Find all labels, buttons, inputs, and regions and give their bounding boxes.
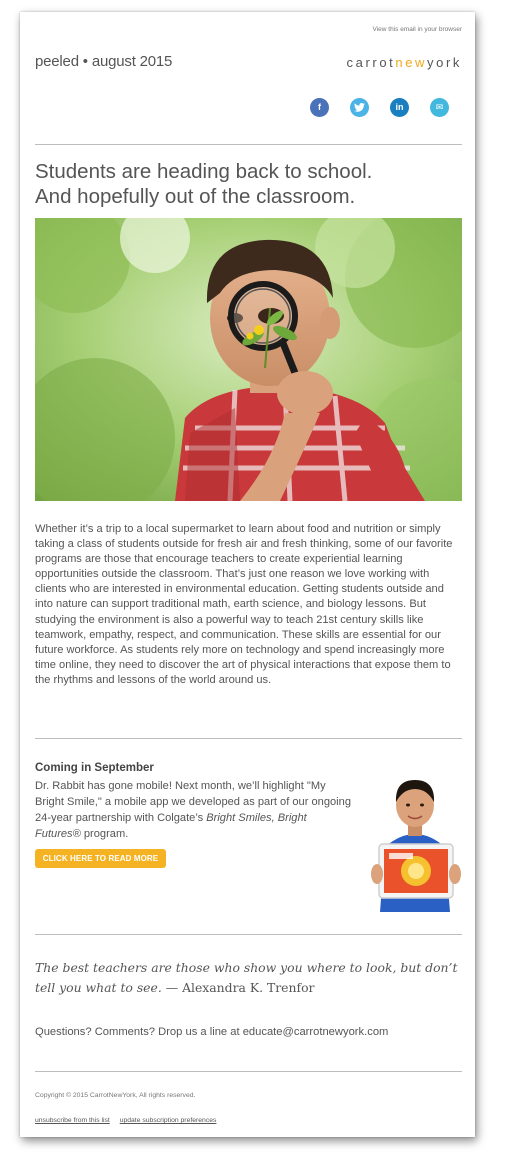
coming-text-part-b: program.	[80, 828, 129, 840]
kid-with-tablet-photo	[365, 772, 465, 912]
logo-part-new: new	[395, 55, 428, 70]
headline-line-2: And hopefully out of the classroom.	[35, 185, 356, 208]
boy-with-magnifying-glass-photo	[35, 218, 462, 501]
divider	[35, 934, 462, 935]
article-body: Whether it’s a trip to a local supermarket to learn about food and nutrition or simply taking a class of students outside for fresh air and fresh thinking, some of our favorite programs are those that encourage teachers to create experiential learning opportunities outside the classroom. That’s just one reason we love working with clients who are interested in environmental education. Getting students outside and into nature can support traditional math, earth science, and biology lessons. But studying the environment is also a powerful way to teach 21st century skills like teamwork, empathy, respect, and communication. These skills are essential for our future workforce. As students rely more on technology and spend increasingly more time online, they need to discover the art of physical interactions that expose them to the rhythms and lessons of the world around us.	[35, 523, 453, 686]
quote	[35, 958, 462, 998]
kid-with-tablet-image	[365, 772, 465, 912]
social-links	[310, 98, 449, 117]
view-in-browser-link[interactable]: View this email in your browser	[372, 26, 462, 33]
logo-part-york: york	[427, 55, 462, 70]
linkedin-icon[interactable]: in	[390, 98, 409, 117]
coming-text-part-a: Dr. Rabbit has gone mobile! Next month, we’ll highlight "My Bright Smile," a mobile app we developed as part of our ongoing 24-year partnership with Colgate’s	[35, 780, 351, 824]
footer-links	[35, 1117, 224, 1124]
logo-part-carrot: carrot	[346, 55, 396, 70]
coming-heading: Coming in September	[35, 762, 154, 774]
divider	[35, 1071, 462, 1072]
coming-text	[35, 778, 355, 842]
divider	[35, 144, 462, 145]
update-preferences-link[interactable]: update subscription preferences	[119, 1117, 217, 1124]
email-card	[20, 12, 475, 1137]
unsubscribe-link[interactable]: unsubscribe from this list	[35, 1117, 110, 1124]
email-content	[35, 12, 462, 1137]
quote-text: The best teachers are those who show you where to look, but don’t tell you what to see.	[35, 960, 458, 995]
coming-text-italic: Bright Smiles, Bright Futures®	[35, 812, 307, 840]
copyright: Copyright © 2015 CarrotNewYork, All rights reserved.	[35, 1092, 196, 1099]
issue-title: peeled • august 2015	[35, 53, 173, 70]
read-more-button[interactable]: CLICK HERE TO READ MORE	[35, 849, 166, 868]
contact-line[interactable]: Questions? Comments? Drop us a line at educate@carrotnewyork.com	[35, 1026, 389, 1038]
twitter-icon[interactable]	[350, 98, 369, 117]
brand-logo[interactable]	[347, 55, 462, 70]
headline	[35, 159, 372, 209]
email-icon[interactable]: ✉	[430, 98, 449, 117]
headline-line-1: Students are heading back to school.	[35, 160, 373, 183]
facebook-icon[interactable]: f	[310, 98, 329, 117]
quote-attribution: — Alexandra K. Trenfor	[161, 980, 315, 995]
twitter-bird-glyph	[354, 103, 365, 112]
divider	[35, 738, 462, 739]
hero-image	[35, 218, 462, 501]
